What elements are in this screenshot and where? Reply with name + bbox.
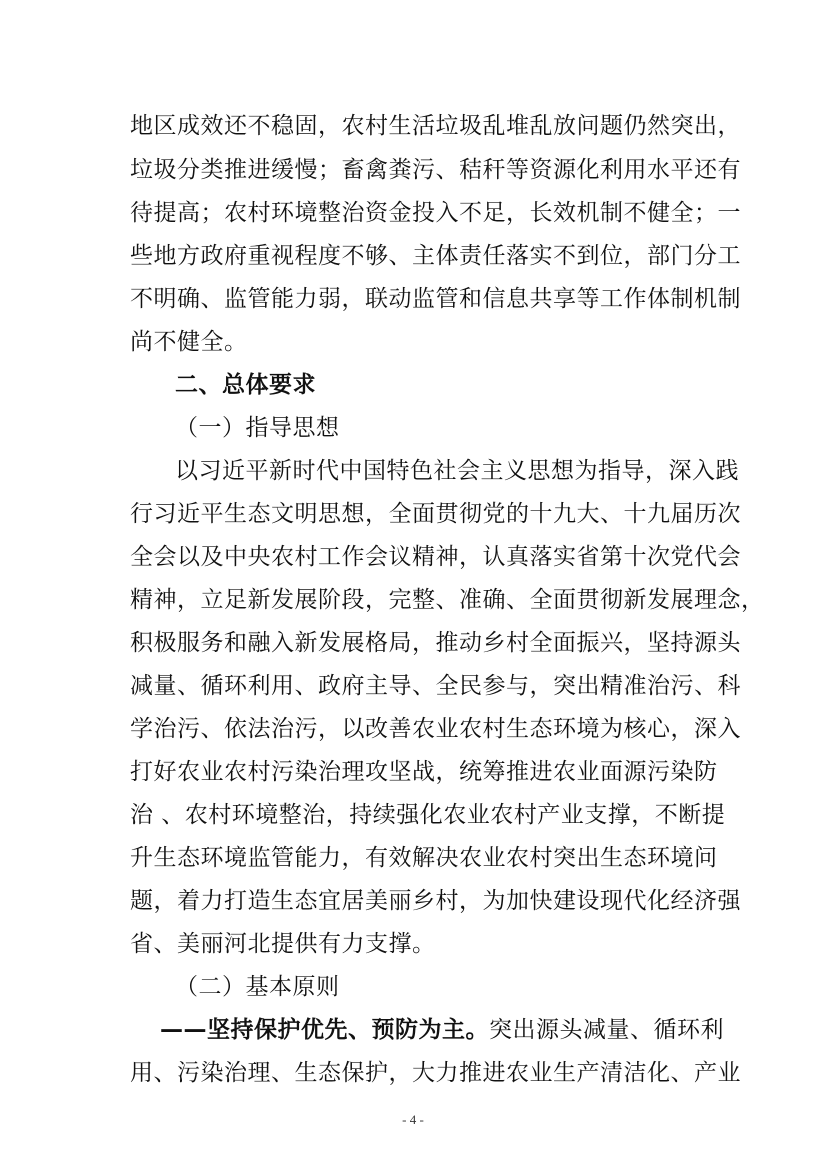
paragraph-line: 精神，立足新发展阶段，完整、准确、全面贯彻新发展理念， xyxy=(130,587,765,613)
principle-bold-text: ——坚持保护优先、预防为主。 xyxy=(160,1017,489,1043)
paragraph-line: 以习近平新时代中国特色社会主义思想为指导，深入践 xyxy=(175,458,739,484)
principle-text: 突出源头减量、循环利 xyxy=(489,1017,724,1043)
paragraph-line: 不明确、监管能力弱，联动监管和信息共享等工作体制机制 xyxy=(130,286,741,312)
paragraph-line: 地区成效还不稳固，农村生活垃圾乱堆乱放问题仍然突出， xyxy=(130,113,741,139)
principle-line xyxy=(160,1016,724,1044)
paragraph-line: 打好农业农村污染治理攻坚战，统筹推进农业面源污染防 xyxy=(130,759,718,785)
paragraph-line: 全会以及中央农村工作会议精神，认真落实省第十次党代会 xyxy=(130,544,741,570)
paragraph-line: 积极服务和融入新发展格局，推动乡村全面振兴，坚持源头 xyxy=(130,630,741,656)
paragraph-line: 学治污、依法治污，以改善农业农村生态环境为核心，深入 xyxy=(130,716,741,742)
paragraph-line: 尚不健全。 xyxy=(130,329,248,355)
paragraph-line: 减量、循环利用、政府主导、全民参与，突出精准治污、科 xyxy=(130,673,741,699)
subheading-basic-principles: （二）基本原则 xyxy=(175,974,340,1000)
paragraph-line: 垃圾分类推进缓慢；畜禽粪污、秸秆等资源化利用水平还有 xyxy=(130,157,741,183)
paragraph-line: 待提高；农村环境整治资金投入不足，长效机制不健全；一 xyxy=(130,200,741,226)
paragraph-line: 治 、农村环境整治，持续强化农业农村产业支撑，不断提 xyxy=(130,802,726,828)
paragraph-line: 升生态环境监管能力，有效解决农业农村突出生态环境问 xyxy=(130,845,718,871)
paragraph-line: 题，着力打造生态宜居美丽乡村，为加快建设现代化经济强 xyxy=(130,888,741,914)
paragraph-line: 些地方政府重视程度不够、主体责任落实不到位，部门分工 xyxy=(130,243,741,269)
subheading-guiding-thought: （一）指导思想 xyxy=(175,415,340,441)
page-number: - 4 - xyxy=(402,1112,424,1127)
paragraph-line: 省、美丽河北提供有力支撑。 xyxy=(130,931,436,957)
paragraph-line: 用、污染治理、生态保护，大力推进农业生产清洁化、产业 xyxy=(130,1060,741,1086)
paragraph-line: 行习近平生态文明思想，全面贯彻党的十九大、十九届历次 xyxy=(130,501,741,527)
section-heading: 二、总体要求 xyxy=(175,372,316,398)
